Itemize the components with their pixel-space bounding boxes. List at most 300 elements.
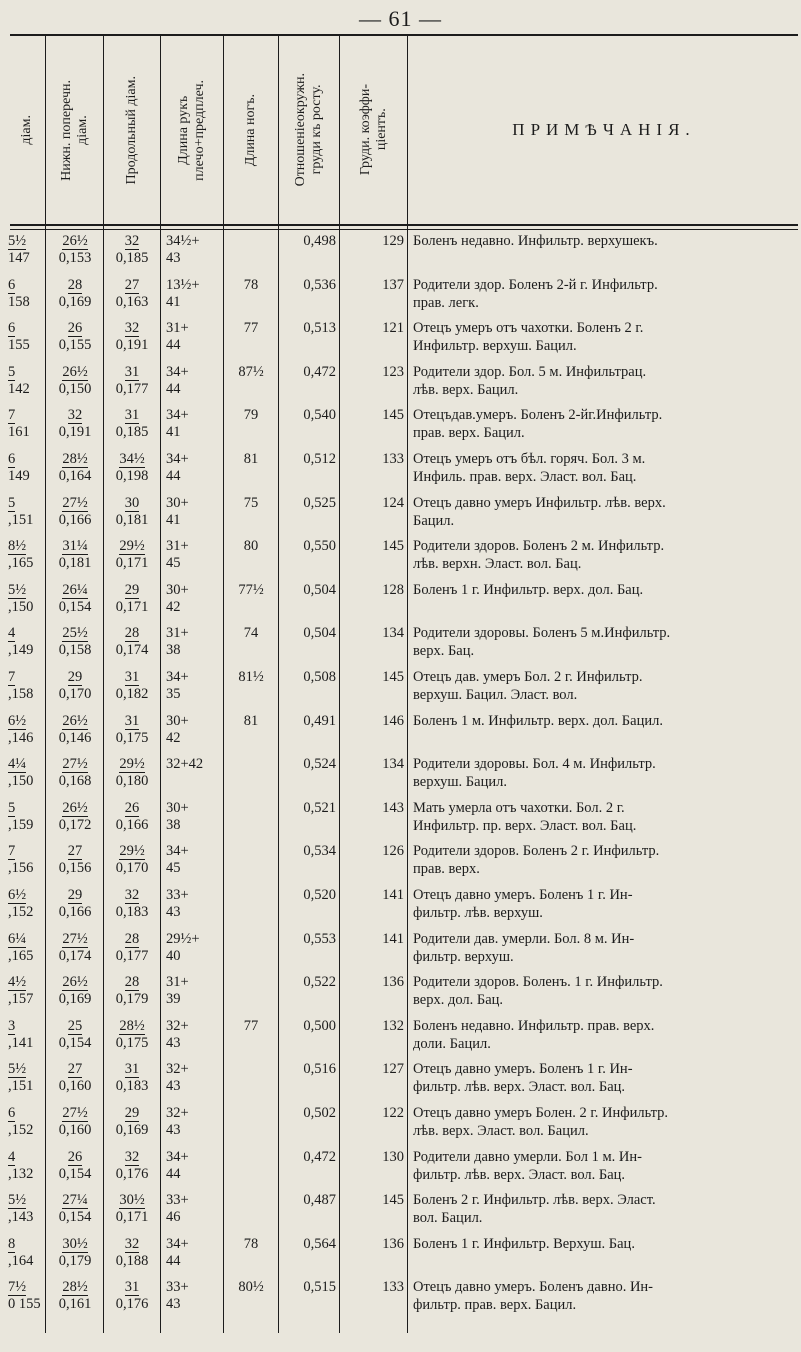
leg-length: 78: [243, 276, 259, 293]
chest-coefficient: 145: [382, 407, 404, 424]
chest-to-height-ratio: 0,525: [303, 494, 336, 511]
lower-transverse-ratio: 0,166: [58, 904, 92, 920]
table-row: [0, 276, 801, 320]
chest-coefficient: 141: [382, 887, 404, 903]
table-row: [0, 712, 801, 756]
arm-length-lower: 43: [166, 904, 181, 920]
longitudinal-ratio: 0,171: [115, 555, 149, 572]
header-leg-length: Длина ногъ.: [243, 93, 258, 167]
header-chest-coefficient: Груди. коэффи- ціентъ.: [357, 84, 389, 176]
table-row: [0, 886, 801, 930]
row-note: Боленъ недавно. Инфильтр. верхушекъ.: [413, 233, 658, 249]
row-col1-value: 5½: [8, 1061, 27, 1078]
longitudinal-diameter: 29: [124, 1105, 140, 1121]
row-note: Родители давно умерли. Бол 1 м. Ин- фильтр. лѣв. верх. Эласт. вол. Бац.: [413, 1148, 642, 1183]
longitudinal-ratio: 0,175: [115, 729, 149, 746]
chest-coefficient: 133: [382, 1279, 404, 1296]
table-row: [0, 799, 801, 843]
table-row: [0, 1060, 801, 1104]
row-col1-value: 6: [8, 1105, 16, 1121]
row-col1-ratio: 149: [8, 468, 30, 484]
lower-transverse-diameter: 27: [67, 1061, 83, 1078]
longitudinal-ratio: 0,163: [115, 293, 149, 310]
longitudinal-diameter: 29½: [119, 756, 145, 773]
leg-length: 75: [243, 494, 259, 511]
chest-coefficient: 146: [382, 712, 404, 729]
lower-transverse-ratio: 0,154: [58, 1209, 92, 1226]
longitudinal-ratio: 0,166: [115, 816, 149, 833]
longitudinal-diameter: 31: [124, 363, 140, 380]
table-row: [0, 537, 801, 581]
leg-length: 80½: [238, 1279, 264, 1296]
longitudinal-ratio: 0,176: [115, 1296, 149, 1313]
leg-length: 87½: [238, 363, 264, 380]
longitudinal-ratio: 0,170: [115, 860, 149, 877]
lower-transverse-ratio: 0,155: [58, 337, 92, 354]
row-note: Мать умерла отъ чахотки. Бол. 2 г. Инфильтр. пр. верх. Эласт. вол. Бац.: [413, 799, 637, 834]
chest-coefficient: 136: [382, 1235, 404, 1252]
longitudinal-diameter: 32: [124, 1148, 140, 1165]
lower-transverse-diameter: 26: [67, 320, 83, 337]
arm-length-lower: 45: [166, 555, 181, 572]
chest-coefficient: 127: [382, 1061, 404, 1078]
row-note: Родители здоровы. Боленъ 5 м.Инфильтр. верх. Бац.: [413, 625, 671, 660]
longitudinal-diameter: 32: [124, 233, 140, 249]
table-row: [0, 232, 801, 276]
lower-transverse-diameter: 26: [67, 1148, 83, 1165]
chest-to-height-ratio: 0,540: [303, 407, 336, 424]
table-top-rule: [10, 34, 798, 36]
lower-transverse-ratio: 0,179: [58, 1252, 92, 1269]
table-row: [0, 842, 801, 886]
row-col1-ratio: 142: [8, 380, 30, 397]
arm-length-lower: 44: [166, 1252, 181, 1269]
table-row: [0, 1148, 801, 1192]
row-note: Отецъ дав. умеръ Бол. 2 г. Инфильтр. верхуш. Бацил. Эласт. вол.: [413, 669, 643, 703]
chest-coefficient: 136: [382, 974, 404, 991]
longitudinal-diameter: 30½: [119, 1192, 145, 1209]
arm-length-upper: 29½+: [166, 930, 200, 947]
arm-length-upper: 34+: [166, 669, 189, 685]
row-col1-value: 5½: [8, 233, 27, 249]
row-note: Родители здоров. Боленъ 2 г. Инфильтр. прав. верх.: [413, 843, 660, 878]
lower-transverse-ratio: 0,164: [58, 468, 92, 484]
lower-transverse-diameter: 27½: [62, 494, 88, 511]
row-note: Боленъ недавно. Инфильтр. прав. верх. доли. Бацил.: [413, 1017, 655, 1052]
lower-transverse-diameter: 25: [67, 1017, 83, 1034]
longitudinal-diameter: 31: [124, 407, 140, 424]
row-col1-ratio: 147: [8, 250, 30, 266]
row-note: Отецъ умеръ отъ бѣл. горяч. Бол. 3 м. Инфиль. прав. верх. Эласт. вол. Бац.: [413, 451, 646, 485]
row-note: Отецъ давно умеръ. Боленъ 1 г. Ин- фильтр. лѣв. верхуш.: [413, 887, 633, 921]
longitudinal-ratio: 0,174: [115, 642, 149, 659]
row-col1-ratio: ,156: [8, 860, 34, 877]
leg-length: 79: [243, 407, 259, 424]
row-col1-value: 7½: [8, 1279, 27, 1296]
row-note: Боленъ 1 г. Инфильтр. верх. дол. Бац.: [413, 581, 644, 598]
chest-coefficient: 132: [382, 1017, 404, 1034]
chest-coefficient: 145: [382, 538, 404, 555]
row-col1-value: 8: [8, 1235, 16, 1252]
row-col1-value: 6: [8, 320, 16, 337]
row-col1-ratio: ,149: [8, 642, 34, 659]
longitudinal-ratio: 0,177: [115, 947, 149, 964]
arm-length-lower: 43: [166, 1296, 181, 1313]
chest-coefficient: 128: [382, 581, 404, 598]
chest-coefficient: 122: [382, 1105, 404, 1121]
longitudinal-ratio: 0,185: [115, 250, 149, 266]
longitudinal-diameter: 31: [124, 1061, 140, 1078]
row-note: Родители здоров. Боленъ 2 м. Инфильтр. лѣв. верхн. Эласт. вол. Бац.: [413, 538, 665, 573]
row-note: Отецъ давно умеръ Болен. 2 г. Инфильтр. лѣв. верх. Эласт. вол. Бацил.: [413, 1105, 669, 1139]
longitudinal-diameter: 34½: [119, 451, 145, 467]
longitudinal-diameter: 31: [124, 712, 140, 729]
longitudinal-diameter: 29½: [119, 843, 145, 860]
longitudinal-diameter: 28: [124, 930, 140, 947]
longitudinal-ratio: 0,176: [115, 1165, 149, 1182]
lower-transverse-ratio: 0,160: [58, 1122, 92, 1138]
chest-to-height-ratio: 0,534: [303, 843, 336, 860]
row-col1-value: 5½: [8, 581, 27, 598]
arm-length-upper: 31+: [166, 320, 189, 337]
arm-length-lower: 43: [166, 1078, 181, 1095]
longitudinal-diameter: 31: [124, 669, 140, 685]
lower-transverse-diameter: 27½: [62, 930, 88, 947]
longitudinal-ratio: 0,175: [115, 1034, 149, 1051]
lower-transverse-ratio: 0,166: [58, 511, 92, 528]
chest-to-height-ratio: 0,472: [303, 363, 336, 380]
table-row: [0, 1104, 801, 1148]
longitudinal-diameter: 32: [124, 320, 140, 337]
chest-to-height-ratio: 0,498: [303, 233, 336, 249]
longitudinal-diameter: 28½: [119, 1017, 145, 1034]
lower-transverse-diameter: 28½: [62, 451, 88, 467]
longitudinal-diameter: 29½: [119, 538, 145, 555]
row-note: Родители дав. умерли. Бол. 8 м. Ин- фильтр. верхуш.: [413, 930, 635, 965]
arm-length-upper: 30+: [166, 494, 189, 511]
chest-to-height-ratio: 0,500: [303, 1017, 336, 1034]
row-note: Отецъ умеръ отъ чахотки. Боленъ 2 г. Инфильтр. верхуш. Бацил.: [413, 320, 644, 355]
row-col1-value: 7: [8, 407, 16, 424]
arm-length-lower: 43: [166, 1034, 181, 1051]
chest-coefficient: 123: [382, 363, 404, 380]
header-bottom-rule-2: [10, 229, 798, 230]
lower-transverse-diameter: 29: [67, 887, 83, 903]
arm-length-upper: 33+: [166, 887, 189, 903]
arm-length-lower: 44: [166, 380, 181, 397]
row-col1-value: 5: [8, 494, 16, 511]
table-row: [0, 624, 801, 668]
leg-length: 77: [243, 1017, 259, 1034]
lower-transverse-ratio: 0,170: [58, 686, 92, 702]
arm-length-upper: 34+: [166, 407, 189, 424]
longitudinal-ratio: 0,182: [115, 686, 149, 702]
header-bottom-rule: [10, 224, 798, 226]
row-col1-ratio: ,151: [8, 511, 34, 528]
arm-length-lower: 35: [166, 686, 181, 702]
arm-length-upper: 30+: [166, 581, 189, 598]
row-col1-ratio: ,158: [8, 686, 34, 702]
chest-to-height-ratio: 0,487: [303, 1192, 336, 1209]
lower-transverse-diameter: 27½: [62, 756, 88, 773]
page-number: — 61 —: [359, 6, 442, 31]
arm-length-lower: 44: [166, 468, 181, 484]
arm-length-upper: 31+: [166, 625, 189, 642]
header-chest-to-height-ratio: Отношеніеокружн. груди къ росту.: [293, 73, 324, 187]
longitudinal-diameter: 28: [124, 974, 140, 991]
arm-length-lower: 39: [166, 991, 181, 1008]
row-col1-ratio: ,152: [8, 1122, 34, 1138]
arm-length-upper: 33+: [166, 1279, 189, 1296]
longitudinal-ratio: 0,179: [115, 991, 149, 1008]
chest-coefficient: 126: [382, 843, 404, 860]
header-notes: ПРИМѢЧАНІЯ.: [512, 120, 696, 139]
lower-transverse-ratio: 0,168: [58, 773, 92, 790]
chest-to-height-ratio: 0,524: [303, 756, 336, 773]
longitudinal-ratio: 0,188: [115, 1252, 149, 1269]
row-col1-value: 5: [8, 363, 16, 380]
arm-length-upper: 34+: [166, 843, 189, 860]
row-col1-ratio: ,150: [8, 598, 34, 615]
row-col1-value: 4: [8, 1148, 16, 1165]
lower-transverse-ratio: 0,160: [58, 1078, 92, 1095]
table-row: [0, 973, 801, 1017]
chest-to-height-ratio: 0,512: [303, 451, 336, 467]
lower-transverse-ratio: 0,181: [58, 555, 92, 572]
longitudinal-ratio: 0,180: [115, 773, 149, 790]
lower-transverse-ratio: 0,156: [58, 860, 92, 877]
table-row: [0, 930, 801, 974]
table-row: [0, 363, 801, 407]
longitudinal-ratio: 0,171: [115, 598, 149, 615]
lower-transverse-diameter: 26½: [62, 799, 88, 816]
longitudinal-diameter: 32: [124, 1235, 140, 1252]
longitudinal-ratio: 0,183: [115, 1078, 149, 1095]
lower-transverse-ratio: 0,172: [58, 816, 92, 833]
lower-transverse-diameter: 27¼: [62, 1192, 88, 1209]
row-col1-value: 6: [8, 451, 16, 467]
header-lower-transverse-diameter: Нижн. поперечн. діам.: [58, 79, 90, 181]
lower-transverse-diameter: 31¼: [62, 538, 88, 555]
arm-length-upper: 32+: [166, 1017, 189, 1034]
chest-coefficient: 143: [382, 799, 404, 816]
row-col1-value: 7: [8, 669, 16, 685]
arm-length-upper: 32+42: [166, 756, 204, 773]
arm-length-upper: 34+: [166, 363, 189, 380]
longitudinal-ratio: 0,198: [115, 468, 149, 484]
leg-length: 74: [243, 625, 259, 642]
longitudinal-ratio: 0,181: [115, 511, 149, 528]
chest-coefficient: 145: [382, 669, 404, 685]
arm-length-lower: 41: [166, 424, 181, 441]
row-col1-ratio: ,152: [8, 904, 34, 920]
lower-transverse-diameter: 26½: [62, 363, 88, 380]
leg-length: 81½: [238, 669, 264, 685]
arm-length-upper: 32+: [166, 1105, 189, 1121]
arm-length-upper: 31+: [166, 974, 189, 991]
lower-transverse-diameter: 32: [67, 407, 83, 424]
leg-length: 78: [243, 1235, 259, 1252]
longitudinal-diameter: 32: [124, 887, 140, 903]
arm-length-upper: 34½+: [166, 233, 200, 249]
row-col1-value: 6¼: [8, 930, 27, 947]
chest-coefficient: 130: [382, 1148, 404, 1165]
row-col1-value: 6: [8, 276, 16, 293]
row-col1-value: 4: [8, 625, 16, 642]
chest-coefficient: 134: [382, 756, 404, 773]
longitudinal-diameter: 27: [124, 276, 140, 293]
table-row: [0, 668, 801, 712]
row-col1-ratio: ,141: [8, 1034, 34, 1051]
leg-length: 77½: [238, 581, 264, 598]
chest-to-height-ratio: 0,502: [303, 1105, 336, 1121]
row-col1-value: 6½: [8, 712, 27, 729]
longitudinal-ratio: 0,183: [115, 904, 149, 920]
chest-to-height-ratio: 0,513: [303, 320, 336, 337]
lower-transverse-ratio: 0,153: [58, 250, 92, 266]
row-col1-value: 7: [8, 843, 16, 860]
header-arm-length: Длина рукъ плечо+предплеч.: [176, 79, 207, 181]
row-col1-ratio: 0 155: [8, 1296, 41, 1313]
lower-transverse-diameter: 25½: [62, 625, 88, 642]
arm-length-upper: 30+: [166, 799, 189, 816]
chest-to-height-ratio: 0,491: [303, 712, 336, 729]
row-note: Отецъ давно умеръ. Боленъ 1 г. Ин- фильтр. лѣв. верх. Эласт. вол. Бац.: [413, 1061, 633, 1096]
leg-length: 81: [243, 451, 259, 467]
chest-to-height-ratio: 0,515: [303, 1279, 336, 1296]
lower-transverse-ratio: 0,154: [58, 1034, 92, 1051]
row-col1-value: 6½: [8, 887, 27, 903]
lower-transverse-diameter: 28: [67, 276, 83, 293]
row-col1-value: 5½: [8, 1192, 27, 1209]
longitudinal-diameter: 26: [124, 799, 140, 816]
chest-coefficient: 134: [382, 625, 404, 642]
arm-length-lower: 43: [166, 1122, 181, 1138]
arm-length-upper: 32+: [166, 1061, 189, 1078]
lower-transverse-ratio: 0,150: [58, 380, 92, 397]
row-note: Родители здор. Бол. 5 м. Инфильтрац. лѣв. верх. Бацил.: [413, 363, 647, 398]
row-col1-ratio: ,159: [8, 816, 34, 833]
arm-length-lower: 45: [166, 860, 181, 877]
arm-length-upper: 34+: [166, 1148, 189, 1165]
row-note: Отецъдав.умеръ. Боленъ 2-йг.Инфильтр. прав. верх. Бацил.: [413, 407, 663, 442]
row-col1-ratio: ,165: [8, 947, 34, 964]
table-row: [0, 1191, 801, 1235]
chest-to-height-ratio: 0,521: [303, 799, 336, 816]
chest-to-height-ratio: 0,516: [303, 1061, 336, 1078]
arm-length-upper: 30+: [166, 712, 189, 729]
row-col1-ratio: ,157: [8, 991, 34, 1008]
lower-transverse-diameter: 28½: [62, 1279, 88, 1296]
row-note: Родители здоровы. Бол. 4 м. Инфильтр. верхуш. Бацил.: [413, 756, 656, 791]
row-note: Отецъ давно умеръ Инфильтр. лѣв. верх. Бацил.: [413, 494, 666, 529]
chest-coefficient: 124: [382, 494, 404, 511]
lower-transverse-ratio: 0,158: [58, 642, 92, 659]
row-col1-ratio: 161: [8, 424, 30, 441]
lower-transverse-ratio: 0,169: [58, 293, 92, 310]
arm-length-upper: 34+: [166, 1235, 189, 1252]
lower-transverse-ratio: 0,191: [58, 424, 92, 441]
lower-transverse-ratio: 0,154: [58, 598, 92, 615]
lower-transverse-diameter: 30½: [62, 1235, 88, 1252]
leg-length: 77: [243, 320, 259, 337]
row-col1-ratio: ,132: [8, 1165, 34, 1182]
row-note: Родители здоров. Боленъ. 1 г. Инфильтр. верх. дол. Бац.: [413, 974, 663, 1009]
lower-transverse-ratio: 0,169: [58, 991, 92, 1008]
table-row: [0, 450, 801, 494]
row-note: Боленъ 1 м. Инфильтр. верх. дол. Бацил.: [413, 712, 663, 729]
arm-length-lower: 41: [166, 293, 181, 310]
row-col1-ratio: ,165: [8, 555, 34, 572]
chest-coefficient: 133: [382, 451, 404, 467]
longitudinal-ratio: 0,191: [115, 337, 149, 354]
lower-transverse-diameter: 26½: [62, 974, 88, 991]
table-row: [0, 494, 801, 538]
lower-transverse-ratio: 0,161: [58, 1296, 92, 1313]
chest-coefficient: 137: [382, 276, 404, 293]
row-col1-value: 8½: [8, 538, 27, 555]
leg-length: 80: [243, 538, 259, 555]
table-row: [0, 1017, 801, 1061]
row-note: Родители здор. Боленъ 2-й г. Инфильтр. прав. легк.: [413, 276, 658, 311]
longitudinal-diameter: 31: [124, 1279, 140, 1296]
lower-transverse-ratio: 0,174: [58, 947, 92, 964]
arm-length-lower: 46: [166, 1209, 181, 1226]
chest-to-height-ratio: 0,522: [303, 974, 336, 991]
chest-to-height-ratio: 0,536: [303, 276, 336, 293]
arm-length-lower: 41: [166, 511, 181, 528]
longitudinal-ratio: 0,169: [115, 1122, 149, 1138]
arm-length-upper: 31+: [166, 538, 189, 555]
arm-length-upper: 13½+: [166, 276, 200, 293]
leg-length: 81: [243, 712, 259, 729]
table-row: [0, 755, 801, 799]
table-row: [0, 581, 801, 625]
arm-length-lower: 42: [166, 598, 181, 615]
lower-transverse-ratio: 0,154: [58, 1165, 92, 1182]
row-note: Боленъ 2 г. Инфильтр. лѣв. верх. Эласт. вол. Бацил.: [413, 1192, 656, 1227]
lower-transverse-diameter: 26½: [62, 233, 88, 249]
chest-to-height-ratio: 0,520: [303, 887, 336, 903]
chest-to-height-ratio: 0,504: [303, 581, 336, 598]
row-col1-value: 4½: [8, 974, 27, 991]
table-row: [0, 406, 801, 450]
row-col1-value: 5: [8, 799, 16, 816]
lower-transverse-diameter: 27½: [62, 1105, 88, 1121]
row-note: Отецъ давно умеръ. Боленъ давно. Ин- фильтр. прав. верх. Бацил.: [413, 1279, 654, 1314]
longitudinal-diameter: 29: [124, 581, 140, 598]
row-col1-ratio: ,146: [8, 729, 34, 746]
chest-to-height-ratio: 0,550: [303, 538, 336, 555]
lower-transverse-diameter: 29: [67, 669, 83, 685]
row-col1-ratio: ,150: [8, 773, 34, 790]
arm-length-lower: 38: [166, 642, 181, 659]
row-col1-ratio: 158: [8, 293, 30, 310]
chest-to-height-ratio: 0,564: [303, 1235, 336, 1252]
table-row: [0, 1278, 801, 1322]
chest-to-height-ratio: 0,553: [303, 930, 336, 947]
longitudinal-ratio: 0,171: [115, 1209, 149, 1226]
header-col-1: діам.: [19, 115, 34, 145]
row-col1-ratio: ,151: [8, 1078, 34, 1095]
arm-length-lower: 38: [166, 816, 181, 833]
table-row: [0, 319, 801, 363]
chest-coefficient: 141: [382, 930, 404, 947]
chest-coefficient: 121: [382, 320, 404, 337]
lower-transverse-diameter: 27: [67, 843, 83, 860]
arm-length-lower: 44: [166, 337, 181, 354]
arm-length-lower: 44: [166, 1165, 181, 1182]
